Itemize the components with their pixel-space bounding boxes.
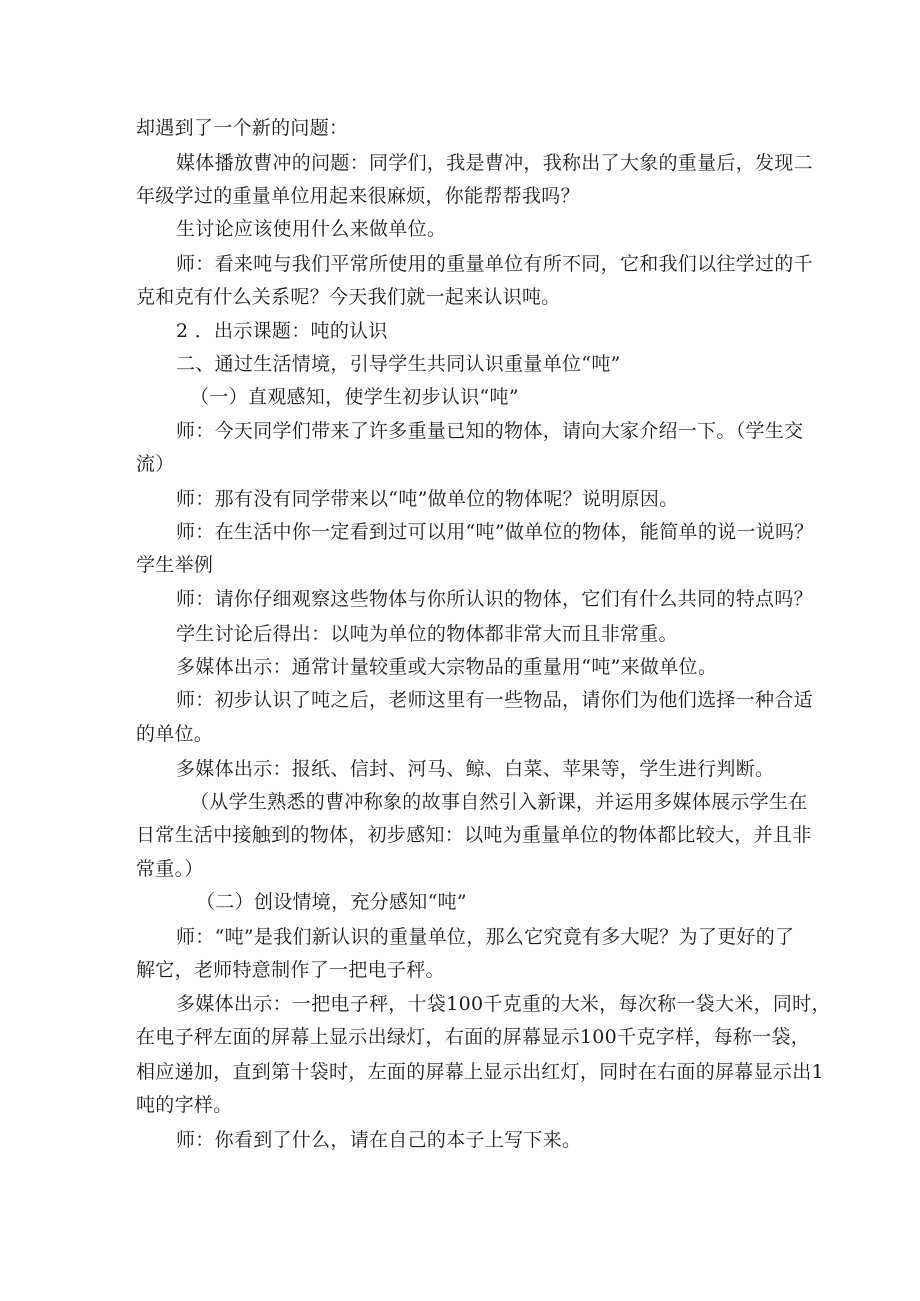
text-line: （一）直观感知，使学生初步认识“吨”: [190, 386, 519, 408]
text-line: 师：“吨”是我们新认识的重量单位，那么它究竟有多大呢？为了更好的了: [176, 926, 795, 948]
text-line: 师：初步认识了吨之后，老师这里有一些物品，请你们为他们选择一种合适: [176, 689, 813, 711]
text-line: 师：看来吨与我们平常所使用的重量单位有所不同，它和我们以往学过的千: [176, 253, 813, 275]
text-line: 多媒体出示：一把电子秤，十袋100千克重的大米，每次称一袋大米，同时，: [176, 993, 831, 1015]
text-line: 师：你看到了什么，请在自己的本子上写下来。: [176, 1129, 582, 1151]
text-line: 师：在生活中你一定看到过可以用“吨”做单位的物体，能简单的说一说吗？: [176, 521, 814, 543]
text-line: 学生举例: [136, 554, 214, 576]
text-line: 克和克有什么关系呢？今天我们就一起来认识吨。: [136, 286, 561, 308]
text-line: 年级学过的重量单位用起来很麻烦，你能帮帮我吗？: [136, 185, 580, 207]
text-line: 生讨论应该使用什么来做单位。: [176, 218, 447, 240]
text-line: 二、通过生活情境，引导学生共同认识重量单位“吨”: [176, 353, 621, 375]
text-line: 流）: [136, 453, 175, 475]
text-line: 的单位。: [136, 723, 214, 745]
text-line: 日常生活中接触到的物体，初步感知：以吨为重量单位的物体都比较大，并且非: [136, 824, 812, 846]
text-line: 多媒体出示：报纸、信封、河马、鲸、白菜、苹果等，学生进行判断。: [176, 758, 775, 780]
text-line: 相应递加，直到第十袋时，左面的屏幕上显示出红灯，同时在右面的屏幕显示出1: [136, 1061, 824, 1083]
text-line: 却遇到了一个新的问题：: [136, 117, 349, 139]
text-line: （二）创设情境，充分感知“吨”: [196, 891, 467, 913]
text-line: 多媒体出示：通常计量较重或大宗物品的重量用“吨”来做单位。: [176, 656, 718, 678]
text-line: 师：今天同学们带来了许多重量已知的物体，请向大家介绍一下。（学生交: [176, 420, 804, 442]
text-line: （从学生熟悉的曹冲称象的故事自然引入新课，并运用多媒体展示学生在: [190, 791, 808, 813]
text-line: 学生讨论后得出：以吨为单位的物体都非常大而且非常重。: [176, 623, 678, 645]
text-line: 常重。）: [136, 858, 204, 880]
text-line: 在电子秤左面的屏幕上显示出绿灯，右面的屏幕显示100千克字样，每称一袋，: [136, 1026, 811, 1048]
text-line: 解它，老师特意制作了一把电子秤。: [136, 959, 445, 981]
text-line: 师：请你仔细观察这些物体与你所认识的物体，它们有什么共同的特点吗？: [176, 588, 813, 610]
text-line: 2 ．出示课题：吨的认识: [176, 320, 388, 342]
text-line: 师：那有没有同学带来以“吨”做单位的物体呢？说明原因。: [176, 488, 679, 510]
text-line: 媒体播放曹冲的问题：同学们，我是曹冲，我称出了大象的重量后，发现二: [176, 152, 813, 174]
text-line: 吨的字样。: [136, 1094, 233, 1116]
